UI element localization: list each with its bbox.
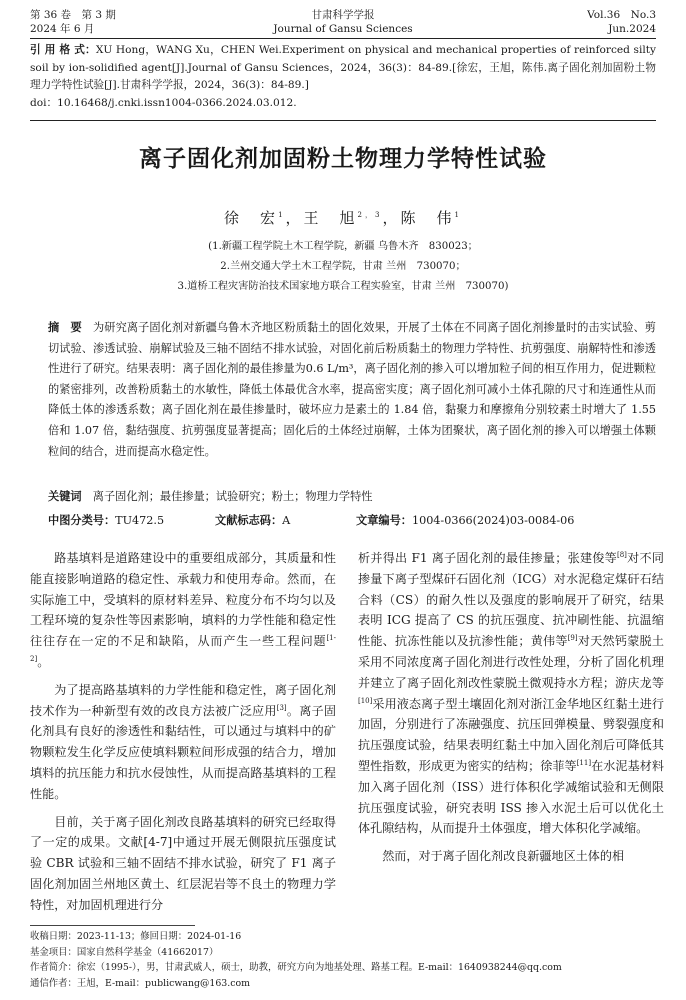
paragraph: 目前，关于离子固化剂改良路基填料的研究已经取得了一定的成果。文献[4-7]中通过开展无侧限抗压强度试验 CBR 试验和三轴不固结不排水试验，研究了 F1 离子固化剂加固兰州地区黄土、红层泥岩等不良土的物理力学特性，对加固机理进行分 — [30, 814, 336, 912]
footnotes — [30, 929, 562, 991]
footnote-received: 收稿日期：2023-11-13；修回日期：2024-01-16 — [30, 931, 242, 942]
citation-text: XU Hong，WANG Xu，CHEN Wei.Experiment on physical and mechanical properties of reinforced silty soil by ion-solidified agent[J].Journal of Gansu Sciences，2024，36(3)：84-89.[徐宏，王旭，陈伟.离子固化剂加固粉土物理力学特性试验[J].甘肃科学学报，2024，36(3)：84-89.] — [30, 44, 656, 91]
abstract-text: 为研究离子固化剂对新疆乌鲁木齐地区粉质黏土的固化效果，开展了土体在不同离子固化剂掺量时的击实试验、剪切试验、渗透试验、崩解试验及三轴不固结不排水试验，对固化前后粉质黏土的物理力学特性、抗剪强度、崩解特性和渗透性进行了研究。结果表明：离子固化剂的最佳掺量为0.6 L/m³，离子固化剂的掺入可以增加粒子间的相互作用力，促进颗粒的紧密排列，改善粉质黏土的水敏性，降低土体最优含水率，提高密实度；离子固化剂可减小土体孔隙的尺寸和连通性从而降低土体的渗透系数；离子固化剂在最佳掺量时，破坏应力是素土的 1.84 倍，黏聚力和摩擦角分别较素土时增大了 1.55倍和 1.07 倍，黏结强度、抗剪强度显著提高；固化后的土体经过崩解，土体为团聚状，离子固化剂的掺入可以增强土体颗粒间的结合，进而提高水稳定性。 — [48, 321, 656, 458]
citation-block — [30, 42, 656, 112]
keywords — [48, 488, 372, 504]
doi-text: doi：10.16468/j.cnki.issn1004-0366.2024.03.012. — [30, 96, 297, 109]
paragraph: 路基填料是道路建设中的重要组成部分，其质量和性能直接影响道路的稳定性、承载力和使用寿命。然而，在实际施工中，受填料的原材料差异、粒度分布不均匀以及工程环境的复杂性等因素影响，填料的力学性能和稳定性往往存在一定的不足和缺陷，从而产生一些工程问题[1-2]。 — [30, 551, 336, 669]
footnote-funding: 基金项目：国家自然科学基金（41662017） — [30, 946, 219, 958]
affiliation-1: (1.新疆工程学院土木工程学院，新疆 乌鲁木齐 830023； — [208, 241, 478, 252]
header-rule — [30, 38, 656, 39]
abstract — [48, 318, 656, 462]
header-issue-info: Vol.36 No.3 Jun.2024 — [587, 9, 656, 35]
paragraph: 析并得出 F1 离子固化剂的最佳掺量；张建俊等[8]对不同掺量下离子型煤矸石固化剂（ICG）对水泥稳定煤矸石结合料（CS）的耐久性以及强度的影响展开了研究，结果表明 ICG 提高了 CS 的抗压强度、抗冲刷性能、抗温缩性能、抗冻性能以及抗渗性能；黄伟等[9]对天然钙蒙脱土采用不同浓度离子固化剂进行改性处理，分析了固化机理并建立了离子固化剂改性蒙脱土微观持水方程；游庆龙等[10]采用液态离子型土壤固化剂对浙江金华地区红黏土进行加固，分别进行了冻融强度、抗压回弹模量、劈裂强度和抗压强度试验，结果表明红黏土中加入固化剂后可降低其塑性指数，形成更为密实的结构；徐菲等[11]在水泥基材料加入离子固化剂（ISS）进行体积化学减缩试验和无侧限抗压强度试验，研究表明 ISS 掺入水泥土后可以优化土体孔隙结构，从而提升土体强度，增大体积化学减缩。 — [358, 550, 664, 836]
affiliation-2: 2.兰州交通大学土木工程学院，甘肃 兰州 730070； — [220, 261, 466, 272]
footnote-rule — [30, 925, 195, 926]
body-column-left — [30, 548, 336, 916]
citation-label: 引 用 格 式： — [30, 44, 96, 56]
footnote-author-bio: 作者简介：徐宏（1995-），男，甘肃武威人，硕士，助教，研究方向为地基处理、路基工程。E-mail：1640938244@qq.com — [30, 962, 562, 973]
header-volume-info: 第 36 卷 第 3 期 2024 年 6 月 — [30, 9, 116, 35]
affiliation-3: 3.道桥工程灾害防治技术国家地方联合工程实验室，甘肃 兰州 730070) — [177, 281, 509, 292]
citation-rule — [30, 120, 656, 121]
page-title: 离子固化剂加固粉土物理力学特性试验 — [139, 146, 547, 172]
paragraph: 然而，对于离子固化剂改良新疆地区土体的相 — [382, 849, 625, 864]
keywords-label: 关键词 — [48, 490, 93, 503]
author-list: 徐 宏$^1$，王 旭$^{2,3}$，陈 伟$^1$ — [224, 209, 462, 227]
header-journal-name: 甘肃科学学报 Journal of Gansu Sciences — [273, 9, 413, 35]
abstract-label: 摘 要 — [48, 321, 94, 334]
body-column-right — [358, 548, 664, 867]
footnote-corresponding: 通信作者：王旭，E-mail：publicwang@163.com — [30, 977, 251, 989]
article-number: 文章编号：1004-0366(2024)03-0084-06 — [356, 514, 575, 527]
clc-number: 中图分类号：TU472.5 — [48, 514, 165, 527]
keywords-text: 离子固化剂；最佳掺量；试验研究；粉土；物理力学特性 — [92, 490, 373, 503]
document-code: 文献标志码：A — [215, 514, 291, 527]
paragraph: 为了提高路基填料的力学性能和稳定性，离子固化剂技术作为一种新型有效的改良方法被广泛应用[3]。离子固化剂具有良好的渗透性和黏结性，可以通过与填料中的矿物颗粒发生化学反应使填料颗粒间形成强的结合力，增加填料的抗压能力和抗水侵蚀性，从而提高路基填料的工程性能。 — [30, 682, 336, 801]
